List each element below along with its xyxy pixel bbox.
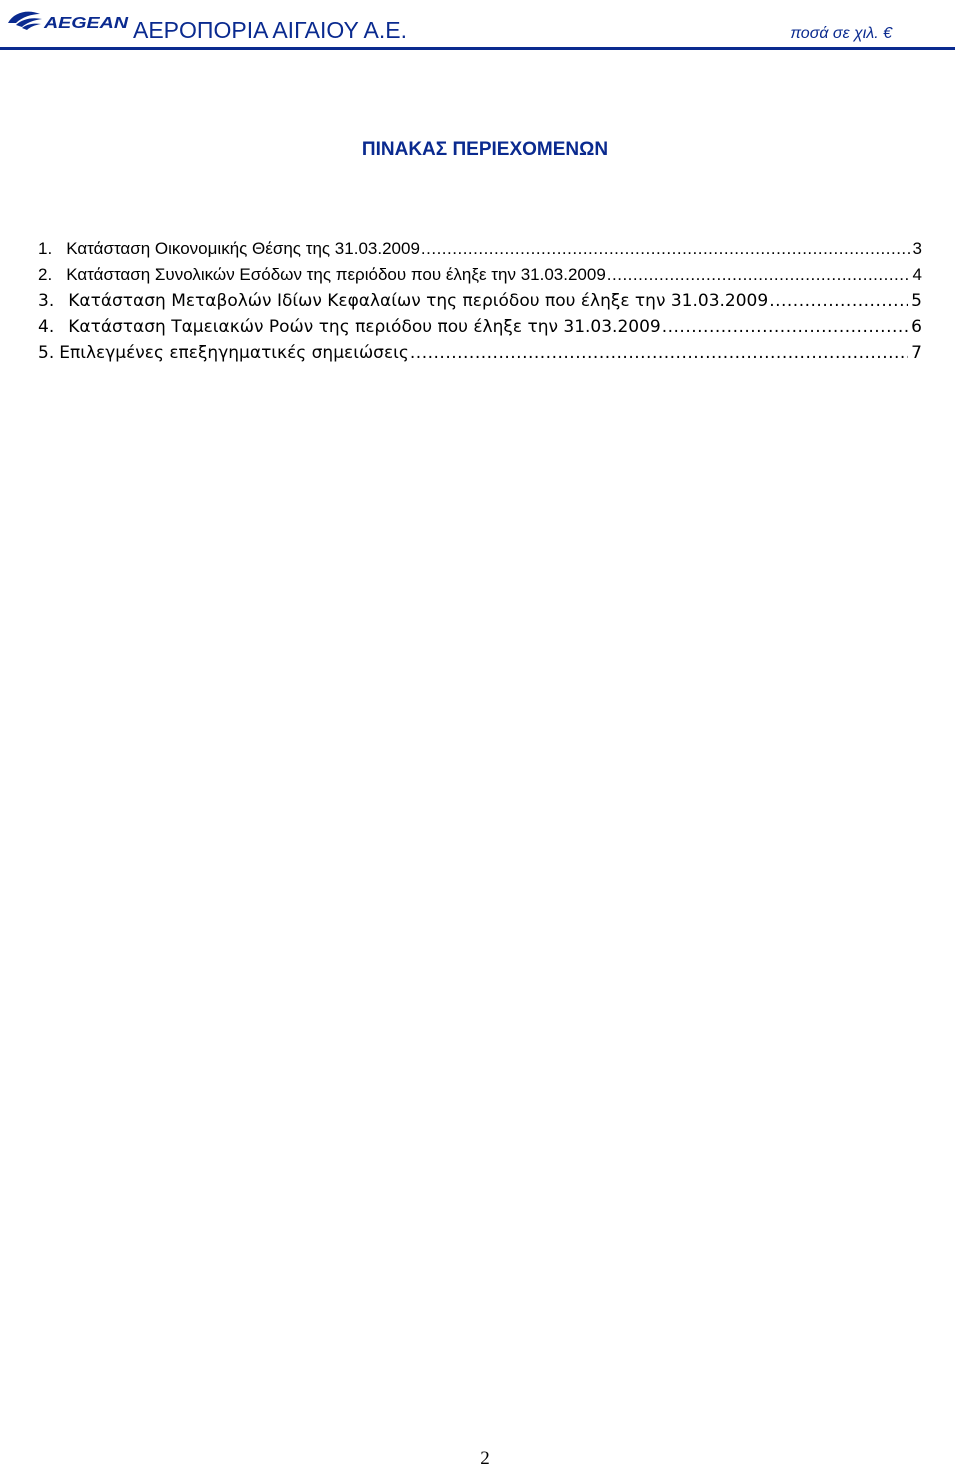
toc-entry-page: 6 [911,317,922,337]
toc-entry[interactable] [38,288,922,314]
toc-entry-title: Κατάσταση Ταμειακών Ροών της περιόδου που έληξε την 31.03.2009 [68,317,661,337]
toc-entry-page: 4 [912,265,922,284]
toc-dot-leader [606,262,910,288]
toc-entry-page: 5 [911,291,922,311]
toc-entry[interactable] [38,262,922,288]
toc-entry-number: 2. [38,265,53,284]
company-name: ΑΕΡΟΠΟΡΙΑ ΑΙΓΑΙΟΥ Α.Ε. [133,17,408,43]
toc-entry-number: 5. [38,343,55,363]
toc-dot-leader [661,314,908,340]
table-of-contents [38,236,922,366]
toc-entry-title: Κατάσταση Συνολικών Εσόδων της περιόδου που έληξε την 31.03.2009 [66,265,606,284]
toc-entry-number: 1. [38,239,53,258]
aegean-logo [6,6,130,40]
toc-title: ΠΙΝΑΚΑΣ ΠΕΡΙΕΧΟΜΕΝΩΝ [361,139,609,160]
page-number: 2 [480,1448,490,1469]
aegean-bird-icon [6,6,130,40]
toc-entry[interactable] [38,340,922,366]
toc-entry-title: Επιλεγμένες επεξηγηματικές σημειώσεις [59,343,409,363]
toc-dot-leader [409,340,908,366]
toc-entry[interactable] [38,314,922,340]
header-divider [0,47,955,50]
units-note: ποσά σε χιλ. € [790,25,892,42]
logo-wordmark: AEGEAN [42,15,129,32]
page-header [0,0,960,52]
toc-entry-number: 3. [38,291,55,311]
toc-dot-leader [768,288,908,314]
toc-entry-number: 4. [38,317,55,337]
toc-dot-leader [420,236,910,262]
toc-entry-title: Κατάσταση Οικονομικής Θέσης της 31.03.2009 [66,239,420,258]
toc-entry-title: Κατάσταση Μεταβολών Ιδίων Κεφαλαίων της περιόδου που έληξε την 31.03.2009 [68,291,769,311]
toc-entry[interactable] [38,236,922,262]
toc-entry-page: 7 [911,343,922,363]
toc-entry-page: 3 [912,239,922,258]
